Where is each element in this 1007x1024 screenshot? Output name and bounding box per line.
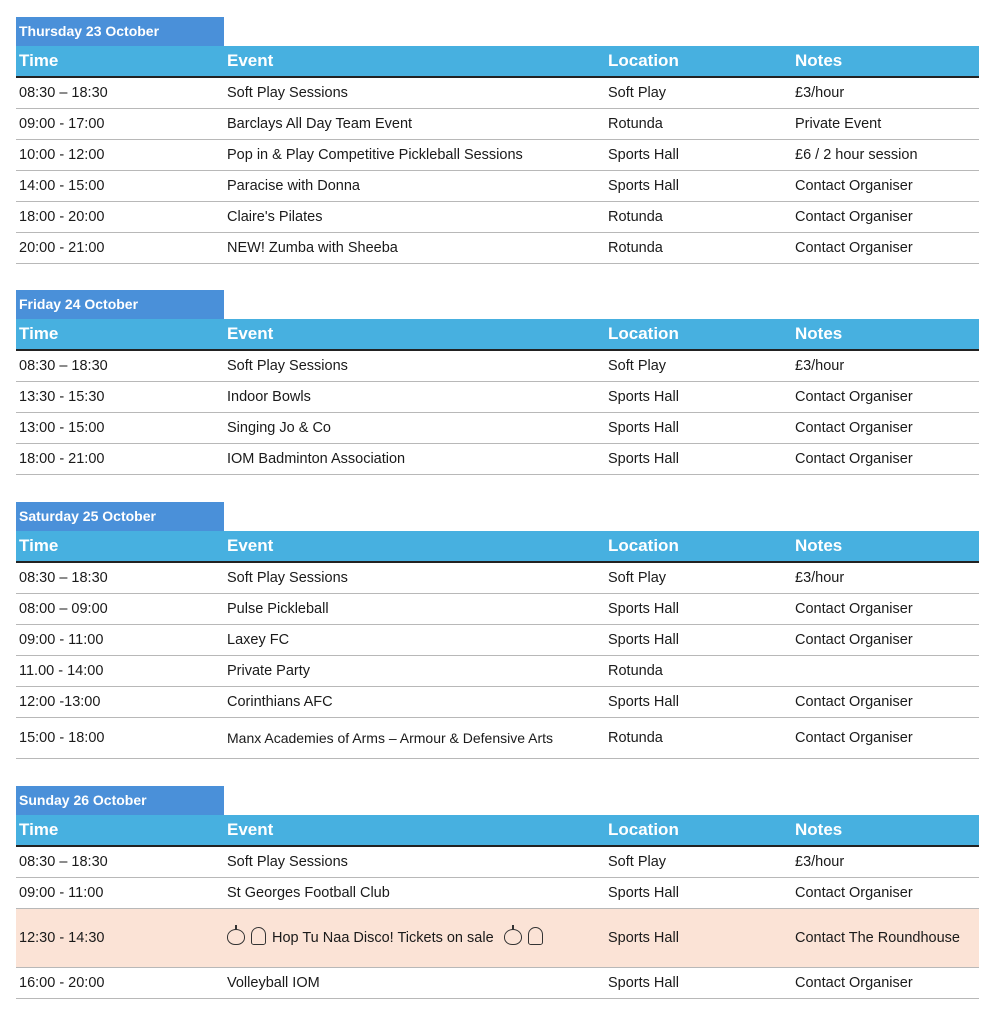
header-event: Event [227, 820, 274, 839]
event-cell: Corinthians AFC [227, 694, 333, 710]
time-cell: 13:00 - 15:00 [19, 420, 105, 436]
table-row [16, 444, 979, 475]
time-cell: 16:00 - 20:00 [19, 975, 105, 991]
location-cell: Sports Hall [608, 389, 679, 405]
location-cell: Rotunda [608, 209, 663, 225]
location-cell: Soft Play [608, 854, 667, 870]
day-title: Saturday 25 October [16, 502, 224, 531]
time-cell: 18:00 - 20:00 [19, 209, 105, 225]
location-cell: Soft Play [608, 85, 667, 101]
table-row [16, 171, 979, 202]
header-event: Event [227, 324, 274, 343]
header-location: Location [608, 820, 679, 839]
table-row [16, 351, 979, 382]
notes-cell: Private Event [795, 116, 882, 132]
header-time: Time [19, 820, 59, 839]
event-cell: Claire's Pilates [227, 209, 323, 225]
day-section-thursday [16, 17, 979, 264]
event-cell: IOM Badminton Association [227, 451, 406, 467]
event-cell: Indoor Bowls [227, 389, 311, 405]
notes-cell: Contact Organiser [795, 694, 913, 710]
header-location: Location [608, 324, 679, 343]
day-section-saturday [16, 502, 979, 759]
table-row [16, 109, 979, 140]
time-cell: 10:00 - 12:00 [19, 147, 105, 163]
header-time: Time [19, 324, 59, 343]
time-cell: 09:00 - 11:00 [19, 632, 104, 648]
header-notes: Notes [795, 820, 843, 839]
notes-cell: Contact Organiser [795, 240, 913, 256]
location-cell: Soft Play [608, 358, 667, 374]
table-header [16, 319, 979, 351]
location-cell: Sports Hall [608, 885, 679, 901]
header-location: Location [608, 51, 679, 70]
table-header [16, 815, 979, 847]
notes-cell: £3/hour [795, 85, 845, 101]
notes-cell: Contact Organiser [795, 451, 913, 467]
time-cell: 09:00 - 11:00 [19, 885, 104, 901]
event-cell: Soft Play Sessions [227, 85, 348, 101]
event-cell: St Georges Football Club [227, 885, 390, 901]
time-cell: 09:00 - 17:00 [19, 116, 105, 132]
header-time: Time [19, 536, 59, 555]
table-header [16, 531, 979, 563]
header-notes: Notes [795, 51, 843, 70]
table-row [16, 656, 979, 687]
event-cell: NEW! Zumba with Sheeba [227, 240, 398, 256]
location-cell: Rotunda [608, 240, 663, 256]
header-location: Location [608, 536, 679, 555]
pumpkin-icon [504, 929, 522, 945]
event-cell: Soft Play Sessions [227, 570, 348, 586]
time-cell: 12:00 -13:00 [19, 694, 101, 710]
notes-cell: Contact Organiser [795, 632, 913, 648]
event-cell: Volleyball IOM [227, 975, 320, 991]
day-section-sunday [16, 786, 979, 999]
time-cell: 08:30 – 18:30 [19, 570, 108, 586]
table-row [16, 594, 979, 625]
day-title: Friday 24 October [16, 290, 224, 319]
location-cell: Sports Hall [608, 975, 679, 991]
time-cell: 08:30 – 18:30 [19, 85, 108, 101]
table-row [16, 687, 979, 718]
notes-cell: £3/hour [795, 570, 845, 586]
time-cell: 18:00 - 21:00 [19, 451, 105, 467]
header-notes: Notes [795, 324, 843, 343]
location-cell: Rotunda [608, 663, 663, 679]
location-cell: Sports Hall [608, 601, 679, 617]
notes-cell: Contact Organiser [795, 975, 913, 991]
event-cell: Pop in & Play Competitive Pickleball Sessions [227, 147, 523, 163]
event-cell: Singing Jo & Co [227, 420, 331, 436]
location-cell: Sports Hall [608, 420, 679, 436]
time-cell: 08:00 – 09:00 [19, 601, 108, 617]
day-title: Sunday 26 October [16, 786, 224, 815]
table-row [16, 718, 979, 759]
table-row [16, 202, 979, 233]
location-cell: Rotunda [608, 730, 663, 746]
event-cell: Paracise with Donna [227, 178, 360, 194]
notes-cell: Contact Organiser [795, 389, 913, 405]
header-time: Time [19, 51, 59, 70]
time-cell: 14:00 - 15:00 [19, 178, 105, 194]
notes-cell: £3/hour [795, 854, 845, 870]
notes-cell: £3/hour [795, 358, 845, 374]
notes-cell [792, 656, 979, 686]
table-row-highlighted [16, 909, 979, 968]
event-cell: Soft Play Sessions [227, 358, 348, 374]
time-cell: 12:30 - 14:30 [19, 930, 105, 946]
event-cell: Barclays All Day Team Event [227, 116, 413, 132]
time-cell: 15:00 - 18:00 [19, 730, 105, 746]
notes-cell: Contact Organiser [795, 885, 913, 901]
table-row [16, 847, 979, 878]
table-row [16, 382, 979, 413]
event-cell [224, 909, 605, 967]
notes-cell: Contact Organiser [795, 420, 913, 436]
ghost-icon [528, 927, 543, 945]
table-header [16, 46, 979, 78]
day-section-friday [16, 290, 979, 475]
table-row [16, 413, 979, 444]
location-cell: Sports Hall [608, 178, 679, 194]
location-cell: Sports Hall [608, 930, 679, 946]
time-cell: 08:30 – 18:30 [19, 358, 108, 374]
notes-cell: £6 / 2 hour session [795, 147, 918, 163]
event-cell: Soft Play Sessions [227, 854, 348, 870]
pumpkin-icon [227, 929, 245, 945]
table-row [16, 968, 979, 999]
table-row [16, 878, 979, 909]
event-cell: Private Party [227, 663, 310, 679]
header-event: Event [227, 536, 274, 555]
location-cell: Rotunda [608, 116, 663, 132]
table-row [16, 140, 979, 171]
notes-cell: Contact The Roundhouse [795, 930, 960, 946]
time-cell: 13:30 - 15:30 [19, 389, 105, 405]
event-cell: Laxey FC [227, 632, 290, 648]
header-event: Event [227, 51, 274, 70]
ghost-icon [251, 927, 266, 945]
event-cell: Manx Academies of Arms – Armour & Defensive Arts [227, 730, 554, 746]
table-row [16, 233, 979, 264]
time-cell: 20:00 - 21:00 [19, 240, 105, 256]
event-cell: Pulse Pickleball [227, 601, 329, 617]
table-row [16, 78, 979, 109]
location-cell: Soft Play [608, 570, 667, 586]
notes-cell: Contact Organiser [795, 730, 913, 746]
notes-cell: Contact Organiser [795, 178, 913, 194]
event-text: Hop Tu Naa Disco! Tickets on sale [272, 930, 494, 946]
day-title: Thursday 23 October [16, 17, 224, 46]
table-row [16, 625, 979, 656]
time-cell: 11.00 - 14:00 [19, 663, 104, 679]
header-notes: Notes [795, 536, 843, 555]
time-cell: 08:30 – 18:30 [19, 854, 108, 870]
location-cell: Sports Hall [608, 147, 679, 163]
notes-cell: Contact Organiser [795, 209, 913, 225]
location-cell: Sports Hall [608, 694, 679, 710]
location-cell: Sports Hall [608, 632, 679, 648]
table-row [16, 563, 979, 594]
notes-cell: Contact Organiser [795, 601, 913, 617]
location-cell: Sports Hall [608, 451, 679, 467]
